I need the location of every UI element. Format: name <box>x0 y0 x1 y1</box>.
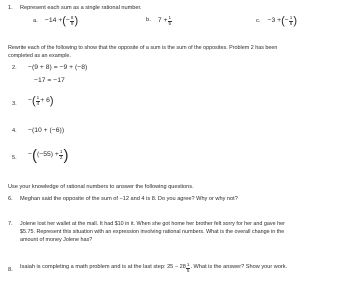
q5-open-paren: ( <box>31 147 37 164</box>
q3-open-paren: ( <box>31 95 36 107</box>
q5-close-paren: ) <box>63 147 69 164</box>
q1a-close-paren: ) <box>74 15 79 27</box>
q5-expression <box>28 148 68 163</box>
q1a-open-paren: ( <box>62 15 66 27</box>
q3-number: 3. <box>12 101 17 107</box>
q1-number: 1. <box>8 5 13 11</box>
q5-fraction: $\frac{1}{2}$ <box>59 149 63 160</box>
q3-rest: + 6 <box>40 97 50 105</box>
q1a-left: −14 + <box>44 17 63 25</box>
q5-inner: (−55) + <box>36 151 59 159</box>
q1a-expression <box>33 16 78 27</box>
q8-text-b: . What is the answer? Show your work. <box>190 264 288 271</box>
q7-line-2: $5.75. Represent this situation with an expression involving rational numbers. What is the overall change in the <box>20 229 285 235</box>
q1c-label: c. <box>256 17 261 24</box>
q1b-left: 7 + <box>157 16 168 24</box>
q1c-open-paren: ( <box>281 15 285 27</box>
q1-instructions: Represent each sum as a single rational number. <box>20 5 142 11</box>
q1b-label: b. <box>146 17 151 24</box>
q6-text: Meghan said the opposite of the sum of −12 and 4 is 8. Do you agree? Why or why not? <box>20 196 238 202</box>
section-instructions: Use your knowledge of rational numbers to answer the following questions. <box>8 184 194 190</box>
q8-number: 8. <box>8 267 13 273</box>
q1b-expression <box>146 16 172 26</box>
q3-expression <box>28 96 54 107</box>
q8-text <box>20 263 287 273</box>
q2-number: 2. <box>12 65 17 71</box>
q7-number: 7. <box>8 221 13 227</box>
q7-line-1: Jolene lost her wallet at the mall. It had $10 in it. When she got home her brother felt sorry for her and gave her <box>20 221 285 227</box>
q3-close-paren: ) <box>49 95 54 107</box>
q1c-minus: − <box>284 17 289 25</box>
q1c-expression <box>256 16 297 27</box>
q3-minus: − <box>28 97 32 105</box>
q3-fraction: $\frac{1}{4}$ <box>36 95 40 106</box>
q5-number: 5. <box>12 155 17 161</box>
q2-line-1: −(9 + 8) = −9 + (−8) <box>28 64 88 71</box>
q7-line-3: amount of money Jolene has? <box>20 237 93 243</box>
q1c-left: −3 + <box>267 17 282 25</box>
q1c-close-paren: ) <box>293 15 298 27</box>
q4-number: 4. <box>12 128 17 134</box>
q8-text-a: Isaiah is completing a math problem and is at the last step: 25 − 28 <box>20 264 186 271</box>
intro-line-2: completed as an example. <box>8 53 71 59</box>
q1a-minus: − <box>65 17 70 25</box>
intro-line-1: Rewrite each of the following to show that the opposite of a sum is the sum of the opposites. Problem 2 has been <box>8 45 278 51</box>
q2-line-2: −17 = −17 <box>34 77 65 84</box>
q6-number: 6. <box>8 196 13 202</box>
q1c-fraction: $\frac{1}{6}$ <box>289 15 293 26</box>
q1a-fraction: $\frac{8}{9}$ <box>70 15 74 26</box>
q1a-label: a. <box>33 17 38 24</box>
q8-fraction: $\frac{1}{5}$ <box>186 262 190 273</box>
q4-expression: −(10 + (−6)) <box>28 127 65 134</box>
q5-minus: − <box>28 151 32 159</box>
q1b-fraction: $\frac{1}{5}$ <box>168 15 172 26</box>
